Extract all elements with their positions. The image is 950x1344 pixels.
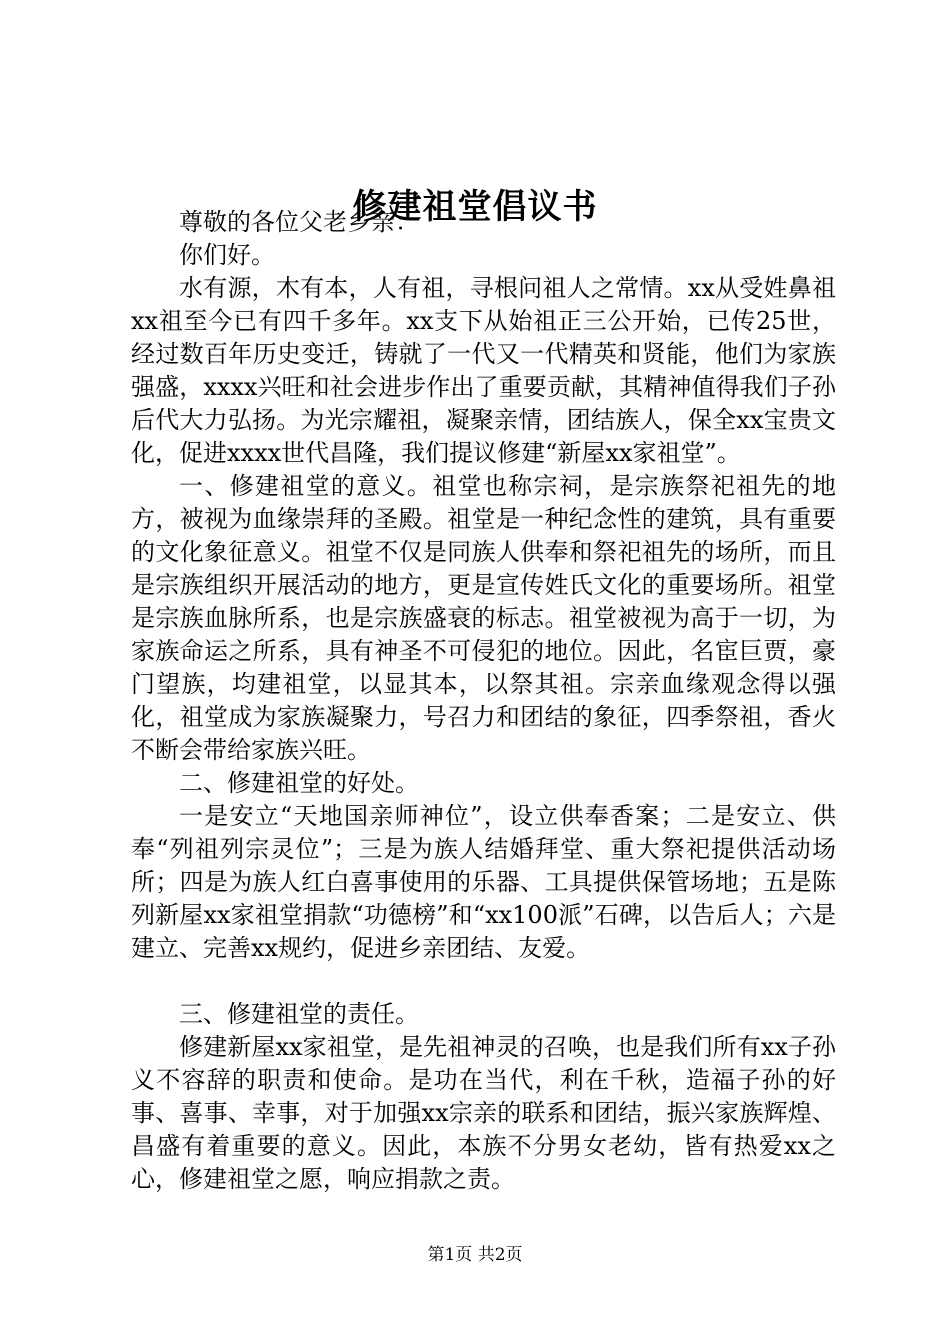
intro-paragraph: 水有源，木有本，人有祖，寻根问祖人之常情。xx从受姓鼻祖xx祖至今已有四千多年。xx支下从始祖正三公开始，已传25世，经过数百年历史变迁，铸就了一代又一代精英和贤能，他们为家族强盛，xxxx兴旺和社会进步作出了重要贡献，其精神值得我们子孙后代大力弘扬。为光宗耀祖，凝聚亲情，团结族人，保全xx宝贵文化，促进xxxx世代昌隆，我们提议修建“新屋xx家祖堂”。 — [131, 274, 836, 467]
salutation: 尊敬的各位父老乡亲： — [179, 208, 419, 236]
page-indicator: 第1页 共2页 — [427, 1245, 523, 1265]
document-body — [131, 206, 836, 1196]
section-3-heading: 三、修建祖堂的责任。 — [179, 1000, 419, 1028]
document-title: 修建祖堂倡议书 — [352, 187, 598, 227]
section-2-paragraph: 一是安立“天地国亲师神位”，设立供奉香案；二是安立、供奉“列祖列宗灵位”；三是为族人结婚拜堂、重大祭祀提供活动场所；四是为族人红白喜事使用的乐器、工具提供保管场地；五是陈列新屋xx家祖堂捐款“功德榜”和“xx100派”石碑，以告后人；六是建立、完善xx规约，促进乡亲团结、友爱。 — [131, 802, 836, 962]
section-2-heading: 二、修建祖堂的好处。 — [179, 769, 419, 797]
greeting: 你们好。 — [179, 241, 275, 269]
section-1-paragraph: 一、修建祖堂的意义。祖堂也称宗祠，是宗族祭祀祖先的地方，被视为血缘崇拜的圣殿。祖堂是一种纪念性的建筑，具有重要的文化象征意义。祖堂不仅是同族人供奉和祭祀祖先的场所，而且是宗族组织开展活动的地方，更是宣传姓氏文化的重要场所。祖堂是宗族血脉所系，也是宗族盛衰的标志。祖堂被视为高于一切，为家族命运之所系，具有神圣不可侵犯的地位。因此，名宦巨贾，豪门望族，均建祖堂，以显其本，以祭其祖。宗亲血缘观念得以强化，祖堂成为家族凝聚力，号召力和团结的象征，四季祭祖，香火不断会带给家族兴旺。 — [131, 472, 836, 764]
section-3-paragraph: 修建新屋xx家祖堂，是先祖神灵的召唤，也是我们所有xx子孙义不容辞的职责和使命。是功在当代，利在千秋，造福子孙的好事、喜事、幸事，对于加强xx宗亲的联系和团结，振兴家族辉煌、昌盛有着重要的意义。因此，本族不分男女老幼，皆有热爱xx之心，修建祖堂之愿，响应捐款之责。 — [131, 1033, 836, 1193]
